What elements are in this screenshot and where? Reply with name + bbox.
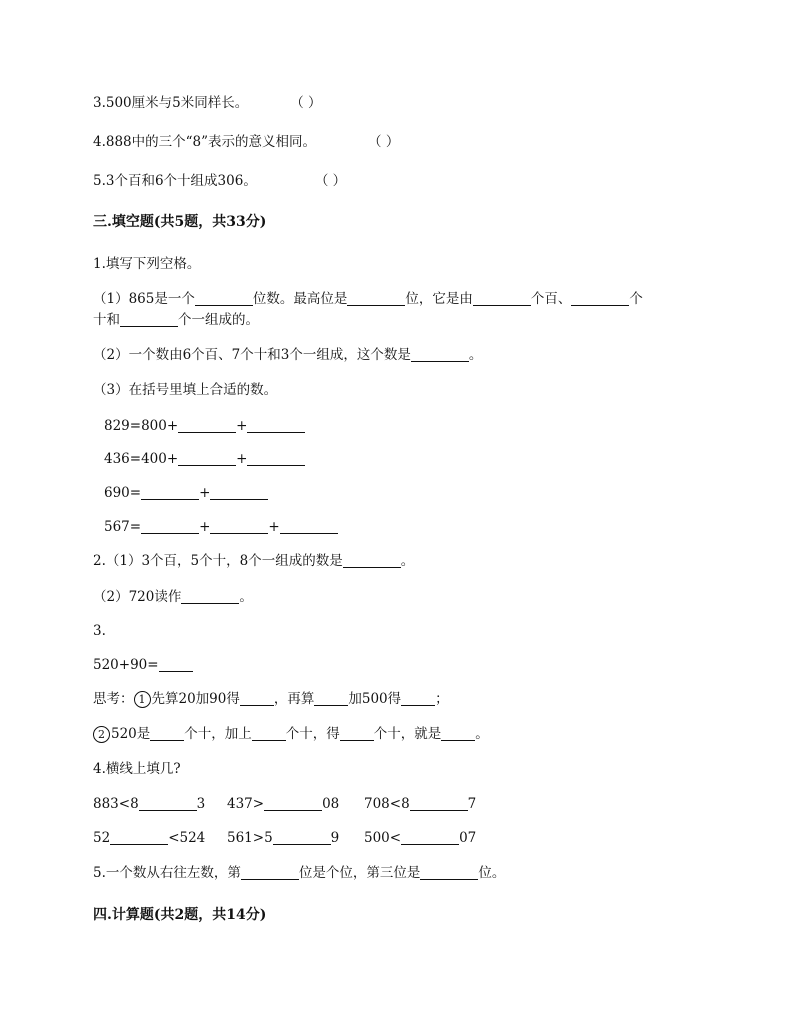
q1-title: 1.填写下列空格。 — [93, 256, 201, 272]
text: 3 — [196, 796, 206, 812]
text: <524 — [168, 830, 206, 846]
text: 个十，就是 — [373, 726, 442, 742]
equation-436 — [104, 450, 305, 468]
text: 思考： — [93, 691, 134, 707]
text: + — [236, 451, 248, 467]
blank[interactable] — [178, 418, 236, 433]
blank[interactable] — [571, 291, 629, 306]
text: 位是个位，第三位是 — [298, 865, 421, 881]
text: 7 — [467, 796, 477, 812]
judge-q4 — [93, 133, 399, 151]
equation-829 — [104, 417, 305, 435]
q4-row1-item1 — [93, 795, 205, 813]
text: 08 — [322, 796, 340, 812]
blank[interactable] — [252, 726, 286, 741]
text: 708<8 — [364, 796, 410, 812]
blank[interactable] — [141, 519, 199, 534]
blank[interactable] — [247, 418, 305, 433]
judge-q3-text: 3.500厘米与5米同样长。 — [93, 95, 249, 111]
q4-title: 4.横线上填几? — [93, 761, 181, 777]
q1-part1-line1 — [93, 290, 643, 308]
q4-row2-item2 — [227, 829, 339, 847]
judge-q5-text: 5.3个百和6个十组成306。 — [93, 173, 257, 189]
answer-paren[interactable]: （ ） — [290, 95, 322, 111]
blank[interactable] — [150, 726, 184, 741]
text: + — [199, 485, 211, 501]
blank[interactable] — [280, 519, 338, 534]
blank[interactable] — [240, 691, 274, 706]
text: 690= — [104, 485, 142, 501]
text: 十和 — [93, 312, 120, 328]
text: 500< — [364, 830, 402, 846]
blank[interactable] — [420, 865, 478, 880]
q3-expression — [93, 656, 193, 674]
blank[interactable] — [314, 691, 348, 706]
q5 — [93, 864, 505, 882]
q4-row2-item3 — [364, 829, 476, 847]
text: 位，它是由 — [405, 291, 473, 307]
blank[interactable] — [241, 865, 299, 880]
text: 个百、 — [530, 291, 572, 307]
text: 。 — [400, 553, 415, 569]
blank[interactable] — [401, 691, 435, 706]
text: 07 — [459, 830, 477, 846]
blank[interactable] — [410, 796, 468, 811]
blank[interactable] — [210, 519, 268, 534]
text: 先算20加90得 — [151, 691, 240, 707]
text: 520是 — [111, 726, 151, 742]
text: 437> — [227, 796, 265, 812]
circled-number-icon: 1 — [134, 691, 151, 708]
text: 829=800+ — [104, 418, 179, 434]
text: （1）865是一个 — [93, 291, 195, 307]
text: 9 — [330, 830, 340, 846]
text: （2）一个数由6个百、7个十和3个一组成，这个数是 — [93, 347, 411, 363]
q3-think-line1 — [93, 690, 449, 708]
blank[interactable] — [343, 553, 401, 568]
text: 个一组成的。 — [178, 312, 259, 328]
judge-q3 — [93, 94, 322, 112]
text: （2）720读作 — [93, 589, 182, 605]
text: 。 — [475, 726, 489, 742]
text: 436=400+ — [104, 451, 179, 467]
text: 个十，加上 — [184, 726, 252, 742]
text: ； — [435, 691, 449, 707]
blank[interactable] — [178, 451, 236, 466]
blank[interactable] — [139, 796, 197, 811]
text: 。 — [239, 589, 253, 605]
q3-number: 3. — [93, 623, 106, 639]
q4-row1-item3 — [364, 795, 476, 813]
text: + — [236, 418, 248, 434]
equation-690 — [104, 484, 268, 502]
text: 561>5 — [227, 830, 273, 846]
section-heading-calculation: 四.计算题(共2题，共14分) — [93, 907, 267, 923]
blank[interactable] — [264, 796, 322, 811]
blank[interactable] — [210, 485, 268, 500]
blank[interactable] — [401, 830, 459, 845]
blank[interactable] — [441, 726, 475, 741]
q4-row2-item1 — [93, 829, 205, 847]
text: 883<8 — [93, 796, 139, 812]
blank[interactable] — [347, 291, 405, 306]
q4-row1-item2 — [227, 795, 339, 813]
text: 位数。最高位是 — [252, 291, 348, 307]
section-heading-fill-blank: 三.填空题(共5题，共33分) — [93, 214, 267, 230]
blank[interactable] — [473, 291, 531, 306]
text: 。 — [468, 347, 483, 363]
q1-part1-line2 — [93, 311, 259, 329]
blank[interactable] — [159, 657, 193, 672]
q2-part2 — [93, 588, 253, 606]
text: 加500得 — [348, 691, 402, 707]
text: 个十，得 — [285, 726, 340, 742]
text: 5.一个数从右往左数，第 — [93, 865, 241, 881]
answer-paren[interactable]: （ ） — [368, 134, 400, 150]
blank[interactable] — [120, 312, 178, 327]
blank[interactable] — [273, 830, 331, 845]
answer-paren[interactable]: （ ） — [314, 173, 347, 189]
blank[interactable] — [340, 726, 374, 741]
q2-part1 — [93, 552, 414, 570]
q1-part2 — [93, 346, 482, 364]
judge-q4-text: 4.888中的三个“8”表示的意义相同。 — [93, 134, 317, 150]
q1-part3: （3）在括号里填上合适的数。 — [93, 382, 278, 398]
text: 567= — [104, 519, 142, 535]
text: ，再算 — [273, 691, 315, 707]
q3-think-line2 — [93, 725, 489, 743]
blank[interactable] — [110, 830, 168, 845]
text: + — [268, 519, 280, 535]
judge-q5 — [93, 172, 346, 190]
text: 52 — [93, 830, 111, 846]
text: 520+90= — [93, 657, 159, 673]
blank[interactable] — [181, 589, 239, 604]
text: + — [199, 519, 211, 535]
text: 2.（1）3个百，5个十，8个一组成的数是 — [93, 553, 343, 569]
blank[interactable] — [411, 347, 469, 362]
blank[interactable] — [247, 451, 305, 466]
blank[interactable] — [195, 291, 253, 306]
equation-567 — [104, 518, 338, 536]
text: 位。 — [478, 865, 506, 881]
text: 个 — [629, 291, 643, 307]
blank[interactable] — [141, 485, 199, 500]
circled-number-icon: 2 — [93, 726, 110, 743]
